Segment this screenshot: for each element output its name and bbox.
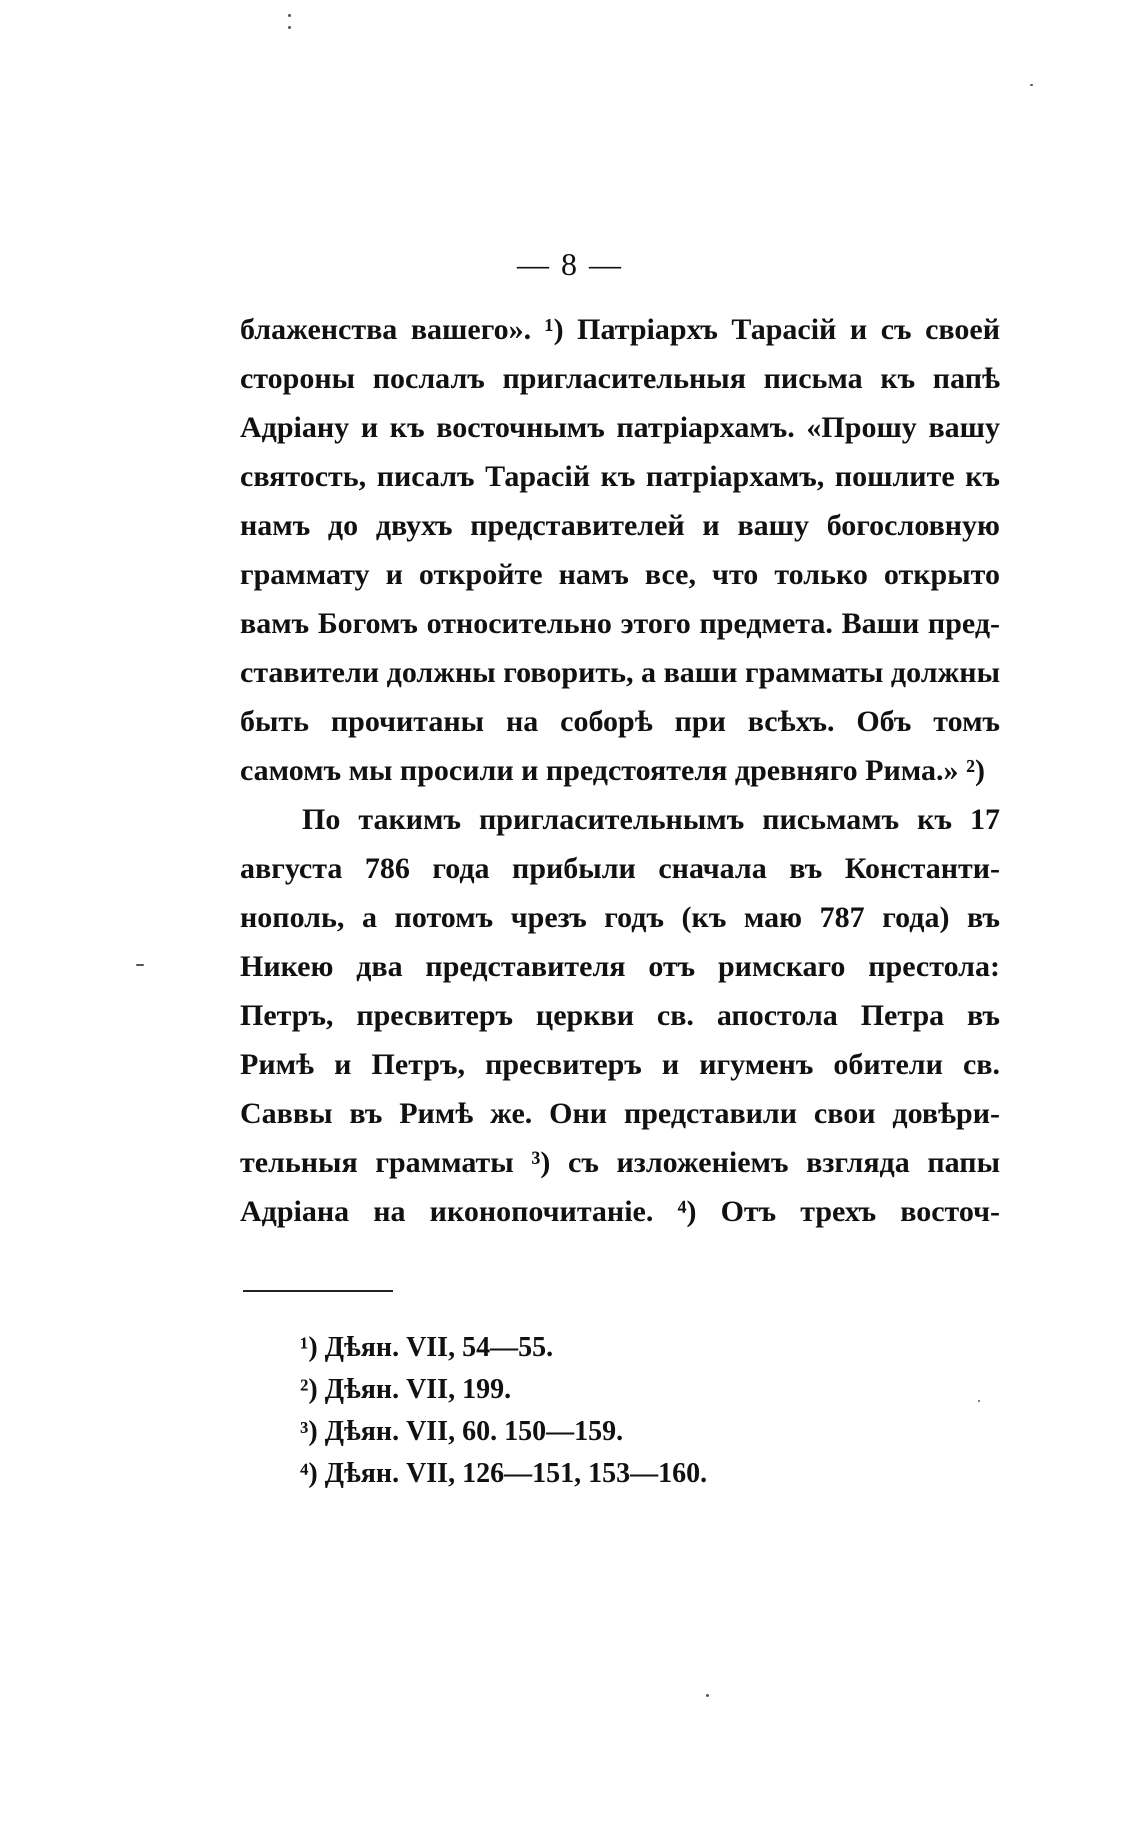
text-line: тельныя грамматы ³) съ изложеніемъ взгляда папы: [240, 1146, 1000, 1179]
text-line: ставители должны говорить, а ваши грамматы должны: [240, 656, 1000, 689]
text-line: быть прочитаны на соборѣ при всѣхъ. Объ томъ: [240, 705, 1000, 738]
footnote-1: ¹) Дѣян. VII, 54—55.: [300, 1332, 554, 1363]
footnotes: [300, 1327, 900, 1495]
text-line: августа 786 года прибыли сначала въ Константи-: [240, 852, 1000, 885]
footnote-4: ⁴) Дѣян. VII, 126—151, 153—160.: [300, 1458, 708, 1489]
text-line: Саввы въ Римѣ же. Они представили свои довѣри-: [240, 1097, 1000, 1130]
text-line: стороны послалъ пригласительныя письма къ папѣ: [240, 362, 1000, 395]
scan-speck: [136, 964, 144, 966]
text-line: блаженства вашего». ¹) Патріархъ Тарасій и съ своей: [240, 313, 1000, 346]
text-line: Никею два представителя отъ римскаго престола:: [240, 950, 1000, 983]
scan-speck: [1030, 84, 1033, 86]
text-line: граммату и откройте намъ все, что только открыто: [240, 558, 1000, 591]
main-text: [240, 305, 1000, 1236]
footnote-2: ²) Дѣян. VII, 199.: [300, 1374, 512, 1405]
paragraph-start-line: По такимъ пригласительнымъ письмамъ къ 17: [302, 803, 1000, 836]
footnote-divider: [243, 1290, 393, 1292]
text-line: святость, писалъ Тарасій къ патріархамъ, пошлите къ: [240, 460, 1000, 493]
scan-speck: [706, 1694, 709, 1697]
text-line: намъ до двухъ представителей и вашу богословную: [240, 509, 1000, 542]
page-number: — 8 —: [517, 246, 623, 282]
text-line: самомъ мы просили и предстоятеля древняго Рима.» ²): [240, 754, 985, 787]
scan-speck: [288, 14, 291, 17]
text-line: Адріана на иконопочитаніе. ⁴) Отъ трехъ восточ-: [240, 1195, 1000, 1228]
scan-speck: [978, 1400, 980, 1402]
scan-speck: [288, 26, 291, 29]
text-line: Петръ, пресвитеръ церкви св. апостола Петра въ: [240, 999, 1000, 1032]
footnote-3: ³) Дѣян. VII, 60. 150—159.: [300, 1416, 624, 1447]
text-line: нополь, а потомъ чрезъ годъ (къ маю 787 года) въ: [240, 901, 1000, 934]
text-line: Римѣ и Петръ, пресвитеръ и игуменъ обители св.: [240, 1048, 1000, 1081]
text-line: вамъ Богомъ относительно этого предмета. Ваши пред-: [240, 607, 1000, 640]
text-line: Адріану и къ восточнымъ патріархамъ. «Прошу вашу: [240, 411, 1000, 444]
